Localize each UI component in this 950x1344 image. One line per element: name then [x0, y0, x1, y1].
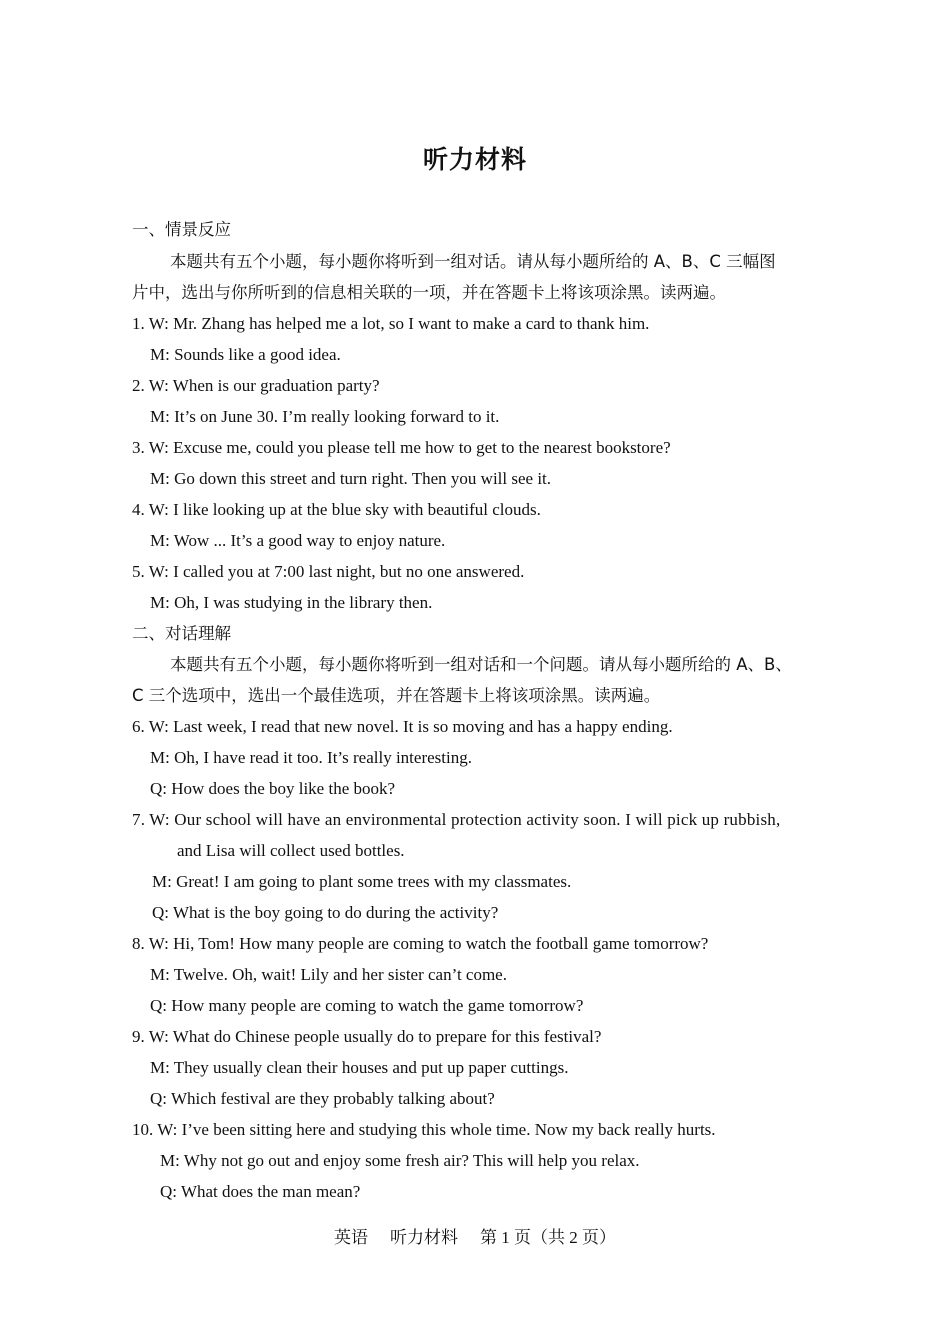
- dialogue-line: M: Oh, I have read it too. It’s really interesting.: [150, 748, 472, 767]
- dialogue-line: 2. W: When is our graduation party?: [132, 376, 380, 395]
- dialogue-line: 9. W: What do Chinese people usually do to prepare for this festival?: [132, 1027, 602, 1046]
- section-heading: 二、对话理解: [132, 624, 231, 643]
- instruction-text: C 三个选项中，选出一个最佳选项，并在答题卡上将该项涂黑。读两遍。: [132, 686, 661, 705]
- dialogue-line: M: Why not go out and enjoy some fresh air? This will help you relax.: [160, 1151, 640, 1170]
- page-title: 听力材料: [422, 145, 527, 174]
- dialogue-line: M: Go down this street and turn right. Then you will see it.: [150, 469, 552, 488]
- page-footer: [0, 1223, 950, 1248]
- dialogue-line: M: Oh, I was studying in the library then.: [150, 593, 433, 612]
- dialogue-line: Q: What is the boy going to do during the activity?: [152, 903, 499, 922]
- instruction-text: 本题共有五个小题，每小题你将听到一组对话。请从每小题所给的 A、B、C 三幅图: [170, 252, 776, 271]
- footer-subject: 英语: [334, 1228, 368, 1247]
- instruction-text: 本题共有五个小题，每小题你将听到一组对话和一个问题。请从每小题所给的 A、B、: [170, 655, 792, 674]
- dialogue-line: M: They usually clean their houses and put up paper cuttings.: [150, 1058, 569, 1077]
- dialogue-line: Q: How does the boy like the book?: [150, 779, 396, 798]
- dialogue-line: 6. W: Last week, I read that new novel. It is so moving and has a happy ending.: [132, 717, 673, 736]
- dialogue-line: 3. W: Excuse me, could you please tell me how to get to the nearest bookstore?: [132, 438, 671, 457]
- dialogue-line: M: Great! I am going to plant some trees with my classmates.: [152, 872, 572, 891]
- dialogue-line: 5. W: I called you at 7:00 last night, but no one answered.: [132, 562, 525, 581]
- dialogue-line: 10. W: I’ve been sitting here and studying this whole time. Now my back really hurts.: [132, 1120, 716, 1139]
- dialogue-line: 4. W: I like looking up at the blue sky with beautiful clouds.: [132, 500, 541, 519]
- instruction-text: 片中，选出与你所听到的信息相关联的一项，并在答题卡上将该项涂黑。读两遍。: [132, 283, 726, 302]
- footer-page-number: 第 1 页（共 2 页）: [480, 1228, 616, 1247]
- dialogue-line: Q: How many people are coming to watch the game tomorrow?: [150, 996, 584, 1015]
- dialogue-line: M: Sounds like a good idea.: [150, 345, 341, 364]
- dialogue-line: 1. W: Mr. Zhang has helped me a lot, so I want to make a card to thank him.: [132, 314, 650, 333]
- dialogue-line: 7. W: Our school will have an environmental protection activity soon. I will pick up rubbish,: [132, 810, 781, 829]
- dialogue-line: M: Wow ... It’s a good way to enjoy nature.: [150, 531, 446, 550]
- section-heading: 一、情景反应: [132, 220, 231, 239]
- dialogue-line: Q: Which festival are they probably talking about?: [150, 1089, 495, 1108]
- dialogue-line: and Lisa will collect used bottles.: [177, 841, 405, 860]
- dialogue-line: M: Twelve. Oh, wait! Lily and her sister can’t come.: [150, 965, 507, 984]
- dialogue-line: 8. W: Hi, Tom! How many people are coming to watch the football game tomorrow?: [132, 934, 709, 953]
- dialogue-line: M: It’s on June 30. I’m really looking forward to it.: [150, 407, 500, 426]
- dialogue-line: Q: What does the man mean?: [160, 1182, 361, 1201]
- footer-material: 听力材料: [390, 1228, 458, 1247]
